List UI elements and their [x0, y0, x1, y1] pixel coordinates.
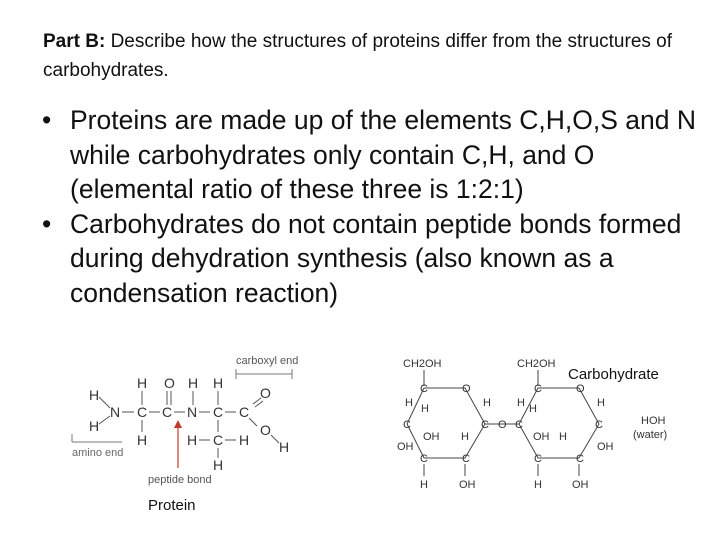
atom-label: H [279, 439, 290, 455]
atom-label: O [260, 422, 271, 438]
atom-label: C [137, 404, 148, 420]
protein-structure-svg [60, 350, 340, 490]
atom-label: H [89, 387, 100, 403]
atom-label: H [559, 431, 567, 443]
atom-label: H [187, 432, 198, 448]
ch2oh-label: CH2OH [403, 358, 442, 370]
atom-label: C [515, 419, 523, 431]
atom-label: H [534, 479, 542, 491]
atom-label: H [213, 457, 224, 473]
question-text [43, 27, 683, 85]
atom-label: C [403, 419, 411, 431]
question-body: Describe how the structures of proteins differ from the structures of carbohydrates. [43, 31, 673, 81]
atom-label: C [213, 404, 224, 420]
atom-label: N [110, 404, 121, 420]
atom-label: H [89, 418, 100, 434]
atom-label: H [137, 375, 148, 391]
atom-label: O [260, 385, 271, 401]
atom-label: C [595, 419, 603, 431]
atom-label: H [597, 397, 605, 409]
atom-label: N [187, 404, 198, 420]
atom-label: OH [572, 479, 589, 491]
atom-label: OH [459, 479, 476, 491]
bullet-item [42, 103, 702, 207]
water-label: (water) [633, 429, 668, 441]
carbohydrate-caption: Carbohydrate [568, 366, 659, 383]
atom-label: C [576, 453, 584, 465]
atom-label: OH [397, 441, 414, 453]
atom-label: O [576, 383, 585, 395]
water-label: HOH [641, 415, 666, 427]
atom-label: O [498, 419, 507, 431]
atom-label: H [405, 397, 413, 409]
atom-label: H [421, 403, 429, 415]
bullet-text: Proteins are made up of the elements C,H,O,S and N while carbohydrates only contain C,H, and O (elemental ratio of these three is 1:2:1) [70, 105, 697, 204]
atom-label: H [239, 432, 250, 448]
atom-label: OH [533, 431, 550, 443]
atom-label: O [462, 383, 471, 395]
atom-label: C [239, 404, 250, 420]
answer-bullet-list [42, 103, 702, 310]
atom-label: C [462, 453, 470, 465]
bullet-icon: • [42, 208, 52, 239]
atom-label: C [534, 383, 542, 395]
atom-label: C [213, 432, 224, 448]
carboxyl-end-label: carboxyl end [236, 355, 299, 367]
atom-label: H [137, 432, 148, 448]
protein-caption: Protein [148, 497, 196, 514]
protein-structure-diagram [60, 350, 340, 490]
ch2oh-label: CH2OH [517, 358, 556, 370]
atom-label: H [420, 479, 428, 491]
bullet-text: Carbohydrates do not contain peptide bonds formed during dehydration synthesis (also known as a condensation reaction) [70, 208, 682, 308]
bullet-icon: • [42, 105, 52, 135]
amino-end-label: amino end [72, 447, 124, 459]
atom-label: H [483, 397, 491, 409]
atom-label: C [481, 419, 489, 431]
peptide-bond-label: peptide bond [148, 474, 212, 486]
bullet-item [42, 207, 702, 311]
atom-label: C [534, 453, 542, 465]
atom-label: H [461, 431, 469, 443]
atom-label: O [164, 375, 175, 391]
part-label: Part B: [43, 31, 106, 52]
atom-label: H [529, 403, 537, 415]
atom-label: OH [423, 431, 440, 443]
atom-label: C [162, 404, 173, 420]
atom-label: OH [597, 441, 614, 453]
atom-label: H [517, 397, 525, 409]
atom-label: H [188, 375, 199, 391]
atom-label: C [420, 453, 428, 465]
atom-label: C [420, 383, 428, 395]
atom-label: H [213, 375, 224, 391]
